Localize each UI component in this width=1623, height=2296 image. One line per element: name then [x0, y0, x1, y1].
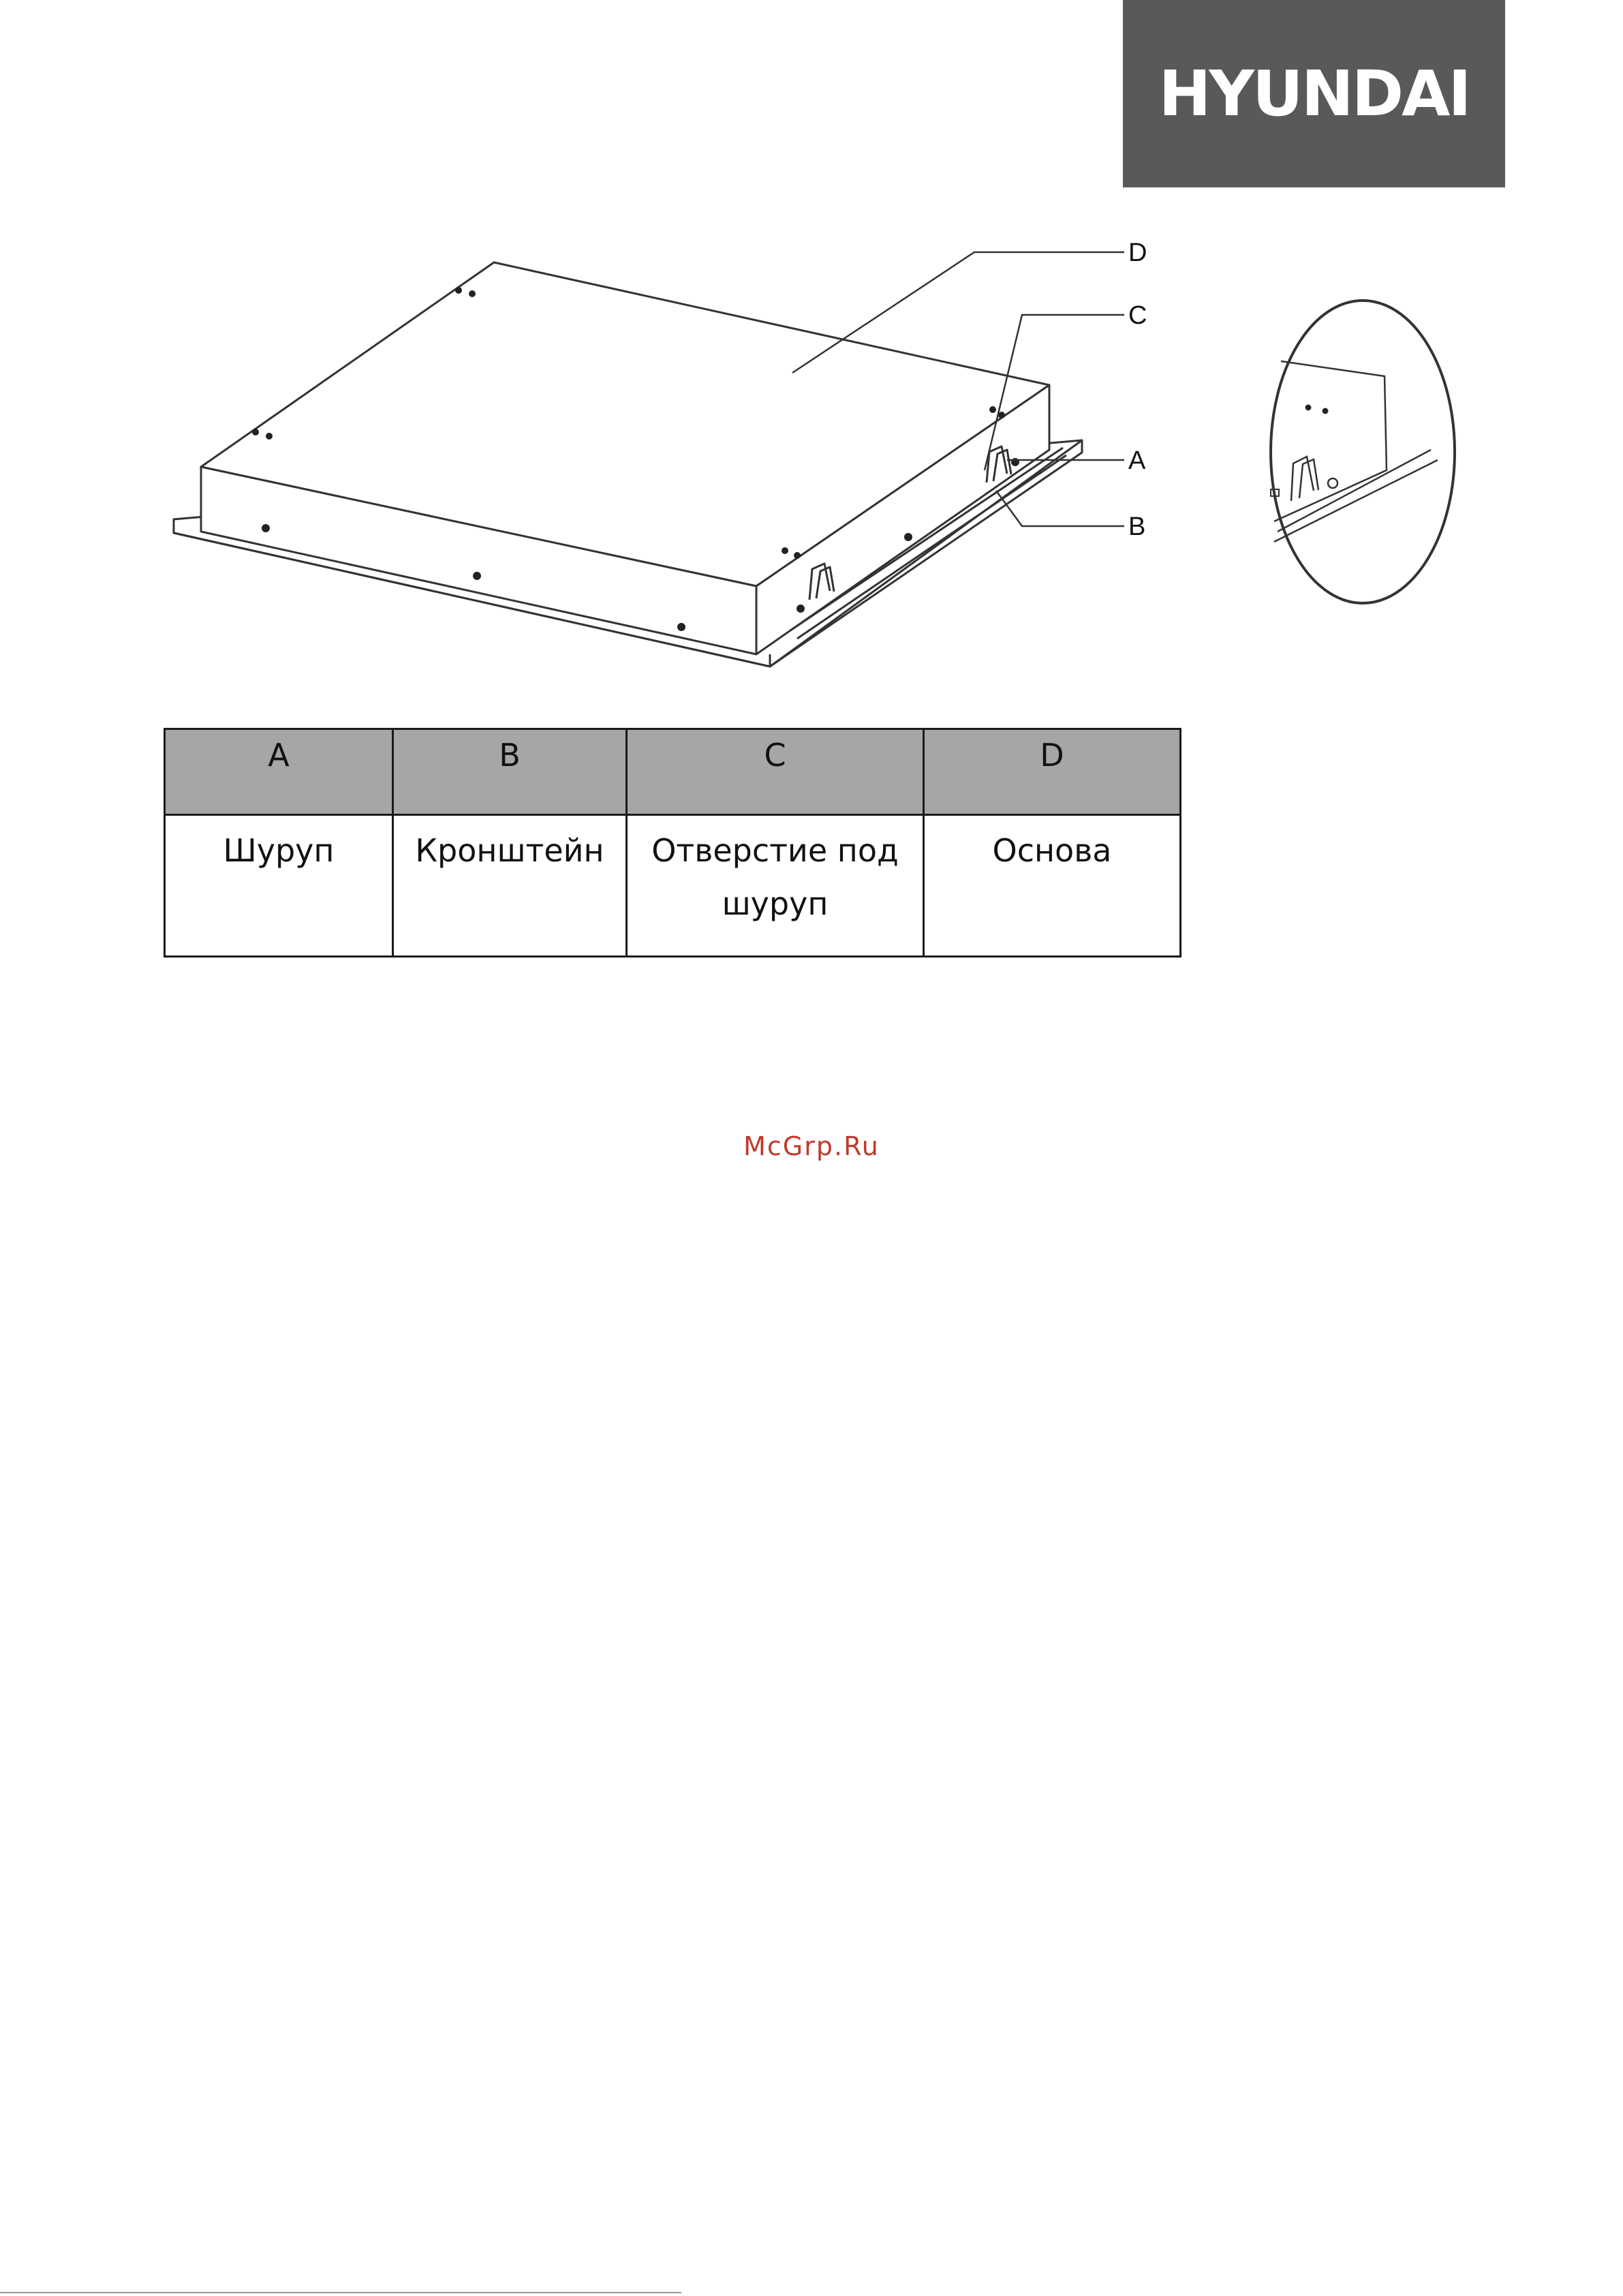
- table-cell: Основа: [924, 815, 1181, 957]
- leader-b: [996, 491, 1124, 526]
- table-cell: Отверстие под шуруп: [627, 815, 924, 957]
- brand-name: HYUNDAI: [1158, 57, 1470, 130]
- callout-d-label: D: [1128, 239, 1147, 267]
- detail-view: [1271, 301, 1455, 603]
- callout-c-label: C: [1128, 301, 1147, 330]
- table-header-row: [165, 729, 1181, 815]
- table-header-cell: C: [627, 729, 924, 815]
- table-cell: Шуруп: [165, 815, 393, 957]
- footer-divider: [0, 2292, 681, 2293]
- parts-table: [164, 728, 1181, 958]
- table-header-cell: D: [924, 729, 1181, 815]
- installation-diagram: [0, 0, 1623, 682]
- callout-b-label: B: [1128, 512, 1146, 541]
- callout-a-label: A: [1128, 446, 1146, 475]
- table-header-cell: B: [393, 729, 627, 815]
- table-cell: Кронштейн: [393, 815, 627, 957]
- watermark-text: McGrp.Ru: [743, 1131, 880, 1161]
- table-row: [165, 815, 1181, 957]
- table-header-cell: A: [165, 729, 393, 815]
